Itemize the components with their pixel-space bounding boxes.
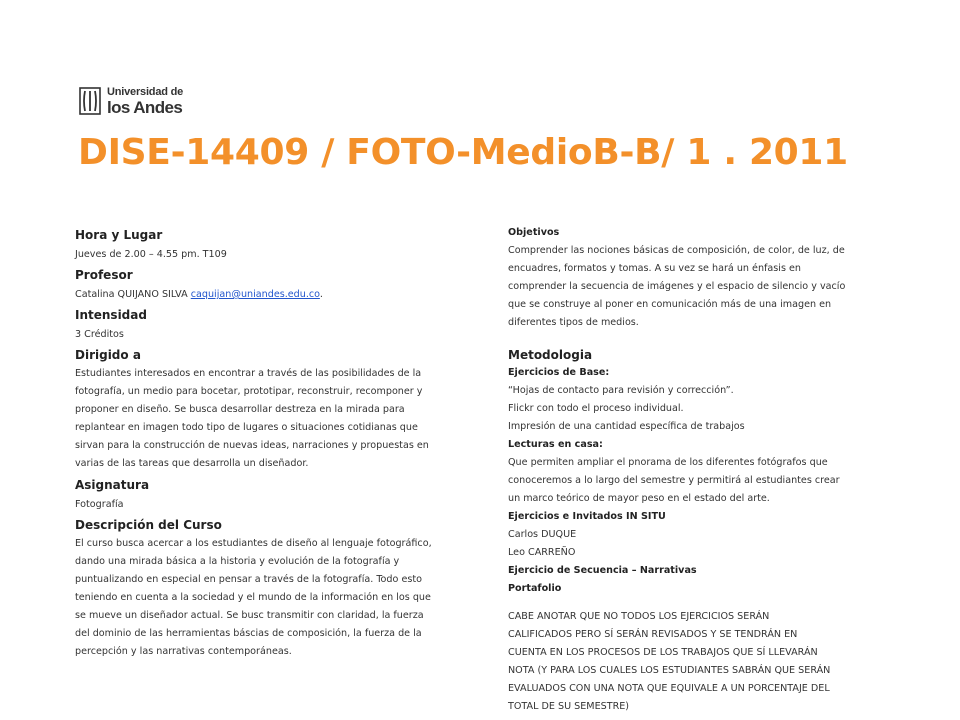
profesor-heading: Profesor: [75, 268, 133, 282]
page-title: DISE-14409 / FOTO-MedioB-B/ 1 . 2011: [78, 132, 848, 173]
descripcion-line: puntualizando en especial en pensar a través de la fotografía. Todo esto: [75, 574, 422, 585]
nota-line: TOTAL DE SU SEMESTRE): [508, 701, 630, 712]
profesor-text: [75, 286, 475, 304]
objetivos-heading: Objetivos: [508, 227, 560, 238]
descripcion-text: [75, 535, 475, 661]
nota-line: NOTA (Y PARA LOS CUALES LOS ESTUDIANTES SABRÁN QUE SERÁN: [508, 665, 831, 676]
ejercicios-base-line: Flickr con todo el proceso individual.: [508, 403, 684, 414]
descripcion-line: teniendo en cuenta a la sociedad y el mundo de la información en los que: [75, 592, 431, 603]
dirigido-line: sirvan para la construcción de nuevas ideas, narraciones y propuestas en: [75, 440, 429, 451]
nota-line: EVALUADOS CON UNA NOTA QUE EQUIVALE A UN PORCENTAJE DEL: [508, 683, 830, 694]
descripcion-line: del dominio de las herramientas báscias de composición, la fuerza de la: [75, 628, 422, 639]
asignatura-heading: Asignatura: [75, 478, 150, 492]
logo-line1: Universidad de: [107, 85, 184, 98]
university-seal-icon: [79, 87, 101, 115]
lecturas-heading: Lecturas en casa:: [508, 439, 603, 450]
secuencia-heading: Ejercicio de Secuencia – Narrativas: [508, 565, 697, 576]
intensidad-text: 3 Créditos: [75, 329, 124, 340]
ejercicios-base-heading: Ejercicios de Base:: [508, 367, 610, 378]
invitados-line: Carlos DUQUE: [508, 529, 577, 540]
invitados-heading: Ejercicios e Invitados IN SITU: [508, 511, 666, 522]
lecturas-line: un marco teórico de mayor peso en el estado del arte.: [508, 493, 770, 504]
profesor-name: Catalina QUIJANO SILVA: [75, 289, 191, 300]
nota-line: CALIFICADOS PERO SÍ SERÁN REVISADOS Y SE TENDRÁN EN: [508, 629, 798, 640]
intensidad-heading: Intensidad: [75, 308, 147, 322]
descripcion-line: dando una mirada básica a la historia y evolución de la fotografía y: [75, 556, 400, 567]
profesor-email-link[interactable]: caquijan@uniandes.edu.co: [190, 289, 320, 300]
nota-text: [508, 608, 908, 716]
left-column: [75, 226, 475, 661]
hora-text: Jueves de 2.00 – 4.55 pm. T109: [75, 249, 227, 260]
dirigido-line: replantear en imagen todo tipo de lugares o situaciones cotidianas que: [75, 422, 418, 433]
descripcion-line: se mueve un diseñador actual. Se busc transmitir con claridad, la fuerza: [75, 610, 424, 621]
dirigido-line: fotografía, un medio para bocetar, prototipar, reconstruir, recomponer y: [75, 386, 423, 397]
ejercicios-base-line: Impresión de una cantidad específica de trabajos: [508, 421, 745, 432]
objetivos-line: que se construye al poner en comunicación más de una imagen en: [508, 299, 832, 310]
nota-line: CUENTA EN LOS PROCESOS DE LOS TRABAJOS QUE SÍ LLEVARÁN: [508, 647, 818, 658]
ejercicios-base-line: “Hojas de contacto para revisión y corrección”.: [508, 385, 734, 396]
university-logo: [79, 86, 199, 116]
lecturas-line: conoceremos a lo largo del semestre y permitirá al estudiantes crear: [508, 475, 840, 486]
dirigido-heading: Dirigido a: [75, 348, 141, 362]
dirigido-line: proponer en diseño. Se busca desarrollar destreza en la mirada para: [75, 404, 405, 415]
dirigido-text: [75, 365, 475, 473]
invitados-line: Leo CARREÑO: [508, 547, 576, 558]
objetivos-line: diferentes tipos de medios.: [508, 317, 639, 328]
descripcion-line: El curso busca acercar a los estudiantes de diseño al lenguaje fotográfico,: [75, 538, 432, 549]
objetivos-line: Comprender las nociones básicas de composición, de color, de luz, de: [508, 245, 845, 256]
dirigido-line: varias de las tareas que desarrolla un diseñador.: [75, 458, 309, 469]
profesor-suffix: .: [319, 289, 323, 300]
objetivos-line: comprender la secuencia de imágenes y el espacio de silencio y vacío: [508, 281, 846, 292]
dirigido-line: Estudiantes interesados en encontrar a través de las posibilidades de la: [75, 368, 422, 379]
right-column: [508, 224, 908, 716]
objetivos-text: [508, 242, 908, 332]
hora-heading: Hora y Lugar: [75, 228, 163, 242]
logo-line2: los Andes: [107, 97, 183, 117]
descripcion-heading: Descripción del Curso: [75, 518, 222, 532]
descripcion-line: percepción y las narrativas contemporáneas.: [75, 646, 292, 657]
metodologia-heading: Metodologia: [508, 348, 593, 362]
nota-line: CABE ANOTAR QUE NO TODOS LOS EJERCICIOS SERÁN: [508, 611, 770, 622]
objetivos-line: encuadres, formatos y tomas. A su vez se hará un énfasis en: [508, 263, 801, 274]
lecturas-line: Que permiten ampliar el pnorama de los diferentes fotógrafos que: [508, 457, 828, 468]
portafolio-heading: Portafolio: [508, 583, 562, 594]
asignatura-text: Fotografía: [75, 499, 124, 510]
